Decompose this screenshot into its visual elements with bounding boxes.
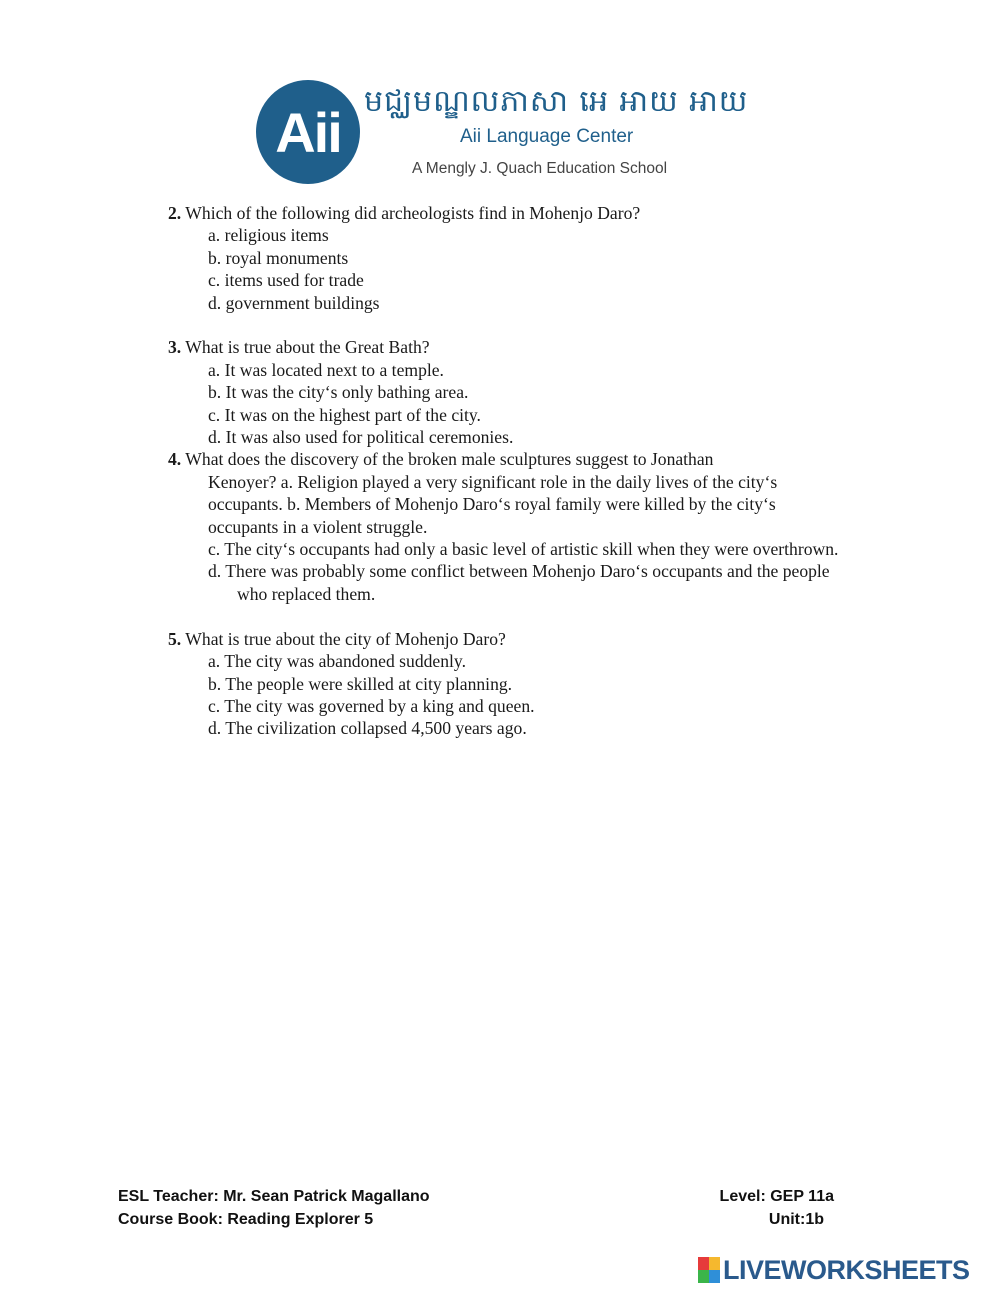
- option-a[interactable]: a. The city was abandoned suddenly.: [208, 651, 466, 672]
- question-2: [168, 202, 848, 314]
- question-text-continued: Kenoyer? a. Religion played a very significant role in the daily lives of the city‘s: [208, 471, 778, 492]
- question-text: What is true about the city of Mohenjo Daro?: [185, 628, 506, 649]
- question-number: 4.: [168, 449, 182, 470]
- option-d[interactable]: d. There was probably some conflict between Mohenjo Daro‘s occupants and the people who replaced them.: [208, 561, 830, 604]
- logo-tile: [698, 1270, 709, 1283]
- level-label: Level: GEP 11a: [719, 1188, 834, 1205]
- option-c[interactable]: c. The city‘s occupants had only a basic level of artistic skill when they were overthrown.: [208, 539, 839, 560]
- footer-row: [118, 1185, 838, 1208]
- option-a[interactable]: a. It was located next to a temple.: [208, 359, 444, 380]
- liveworksheets-text: LIVEWORKSHEETS: [723, 1254, 970, 1285]
- question-text: What does the discovery of the broken male sculptures suggest to Jonathan: [185, 449, 714, 470]
- option-a[interactable]: a. religious items: [208, 225, 329, 246]
- option-c[interactable]: c. It was on the highest part of the city.: [208, 404, 481, 425]
- unit-label: Unit:1b: [768, 1211, 824, 1228]
- liveworksheets-logo-icon: [698, 1257, 720, 1283]
- logo-mark-text: Aii: [275, 100, 341, 164]
- option-d[interactable]: d. The civilization collapsed 4,500 years ago.: [208, 718, 527, 739]
- option-b[interactable]: b. It was the city‘s only bathing area.: [208, 382, 469, 403]
- question-stem: [168, 628, 848, 650]
- question-text-continued: occupants. b. Members of Mohenjo Daro‘s royal family were killed by the city‘s: [208, 494, 776, 515]
- spacer: [168, 314, 848, 336]
- option-d[interactable]: d. government buildings: [208, 292, 380, 313]
- worksheet-footer: [118, 1185, 838, 1231]
- option-c[interactable]: c. The city was governed by a king and queen.: [208, 695, 535, 716]
- question-stem: [168, 448, 848, 470]
- option-b[interactable]: b. The people were skilled at city planning.: [208, 673, 513, 694]
- logo-tile: [709, 1270, 720, 1283]
- logo-tile: [698, 1257, 709, 1270]
- aii-logo-icon: [256, 80, 360, 184]
- question-number: 2.: [168, 203, 182, 223]
- question-text-continued: occupants in a violent struggle.: [208, 516, 428, 537]
- liveworksheets-watermark[interactable]: [698, 1255, 970, 1285]
- option-d[interactable]: d. It was also used for political ceremonies.: [208, 427, 514, 448]
- school-header: [256, 76, 756, 186]
- option-c[interactable]: c. items used for trade: [208, 270, 364, 291]
- question-number: 3.: [168, 337, 182, 358]
- question-5: [168, 628, 848, 740]
- question-stem: [168, 336, 848, 358]
- question-text: Which of the following did archeologists find in Mohenjo Daro?: [185, 203, 641, 223]
- spacer: [168, 605, 848, 627]
- center-name: Aii Language Center: [460, 126, 634, 147]
- question-3: [168, 336, 848, 448]
- tagline: A Mengly J. Quach Education School: [412, 160, 668, 177]
- question-4: [168, 448, 848, 605]
- question-number: 5.: [168, 628, 182, 649]
- course-book: Course Book: Reading Explorer 5: [118, 1211, 374, 1228]
- khmer-school-name: មជ្ឈមណ្ឌលភាសា អេ អាយ អាយ: [364, 84, 749, 119]
- question-text: What is true about the Great Bath?: [185, 337, 430, 358]
- teacher-name: ESL Teacher: Mr. Sean Patrick Magallano: [118, 1188, 430, 1205]
- option-b[interactable]: b. royal monuments: [208, 247, 349, 268]
- logo-tile: [709, 1257, 720, 1270]
- footer-row: [118, 1208, 838, 1231]
- worksheet-questions: [168, 202, 848, 740]
- question-stem: [168, 202, 848, 224]
